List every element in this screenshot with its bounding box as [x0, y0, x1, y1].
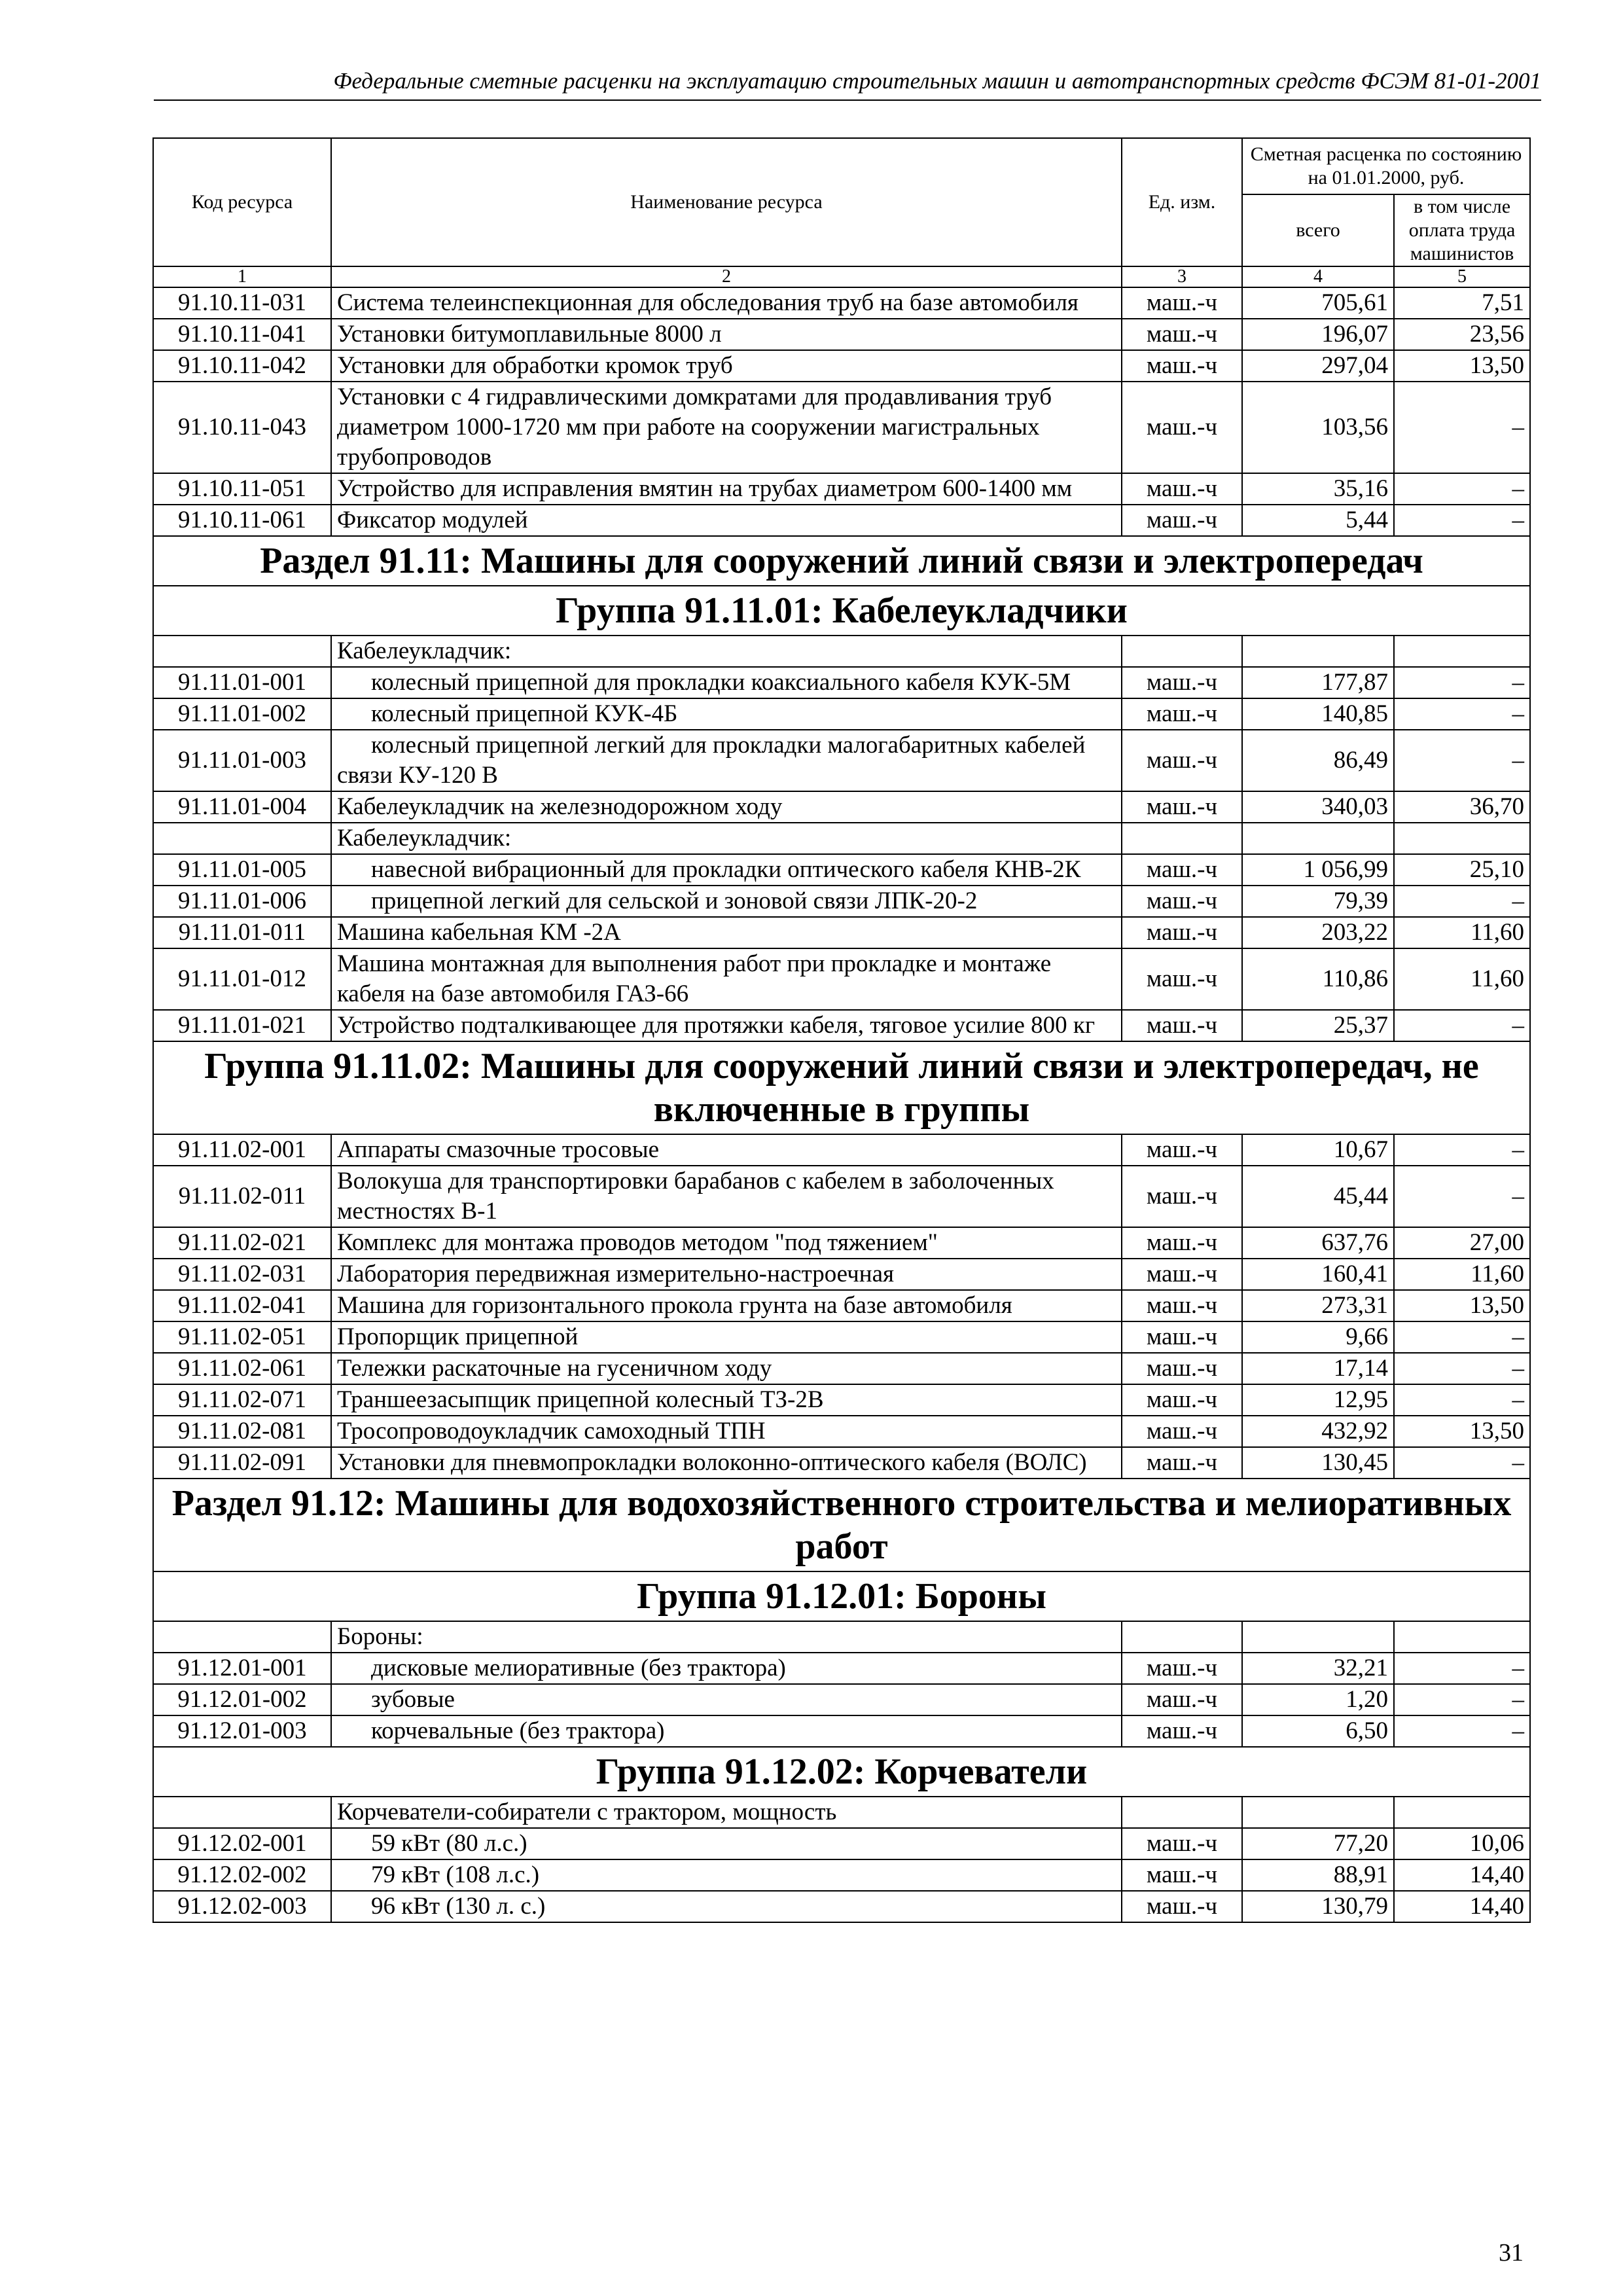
price-labor: 14,40: [1394, 1859, 1530, 1891]
table-row: [153, 1227, 1530, 1259]
price-labor: –: [1394, 1653, 1530, 1684]
resource-name: Кабелеукладчик на железнодорожном ходу: [331, 791, 1122, 823]
resource-code: 91.12.01-003: [153, 1715, 331, 1747]
labor-cell-empty: [1394, 823, 1530, 854]
code-cell-empty: [153, 1621, 331, 1653]
table-row: [153, 1684, 1530, 1715]
group-label-row: [153, 1797, 1530, 1828]
resource-unit: маш.-ч: [1122, 382, 1242, 473]
price-total: 1 056,99: [1242, 854, 1394, 886]
resource-code: 91.10.11-031: [153, 287, 331, 319]
table-row: [153, 1134, 1530, 1166]
group-label: Бороны:: [331, 1621, 1122, 1653]
col-header-unit: Ед. изм.: [1122, 138, 1242, 266]
price-labor: 14,40: [1394, 1891, 1530, 1922]
price-total: 273,31: [1242, 1290, 1394, 1321]
resource-unit: маш.-ч: [1122, 1859, 1242, 1891]
price-labor: –: [1394, 1321, 1530, 1353]
page-number: 31: [1499, 2239, 1524, 2267]
resource-code: 91.11.02-041: [153, 1290, 331, 1321]
table-row: [153, 1353, 1530, 1384]
resource-code: 91.11.01-004: [153, 791, 331, 823]
table-row: [153, 382, 1530, 473]
price-labor: –: [1394, 667, 1530, 698]
resource-name: колесный прицепной КУК-4Б: [331, 698, 1122, 730]
resource-unit: маш.-ч: [1122, 886, 1242, 917]
resource-name: Машина монтажная для выполнения работ при прокладке и монтаже кабеля на базе автомобиля ГАЗ-66: [331, 948, 1122, 1010]
resource-name: Фиксатор модулей: [331, 505, 1122, 536]
price-total: 77,20: [1242, 1828, 1394, 1859]
table-row: [153, 287, 1530, 319]
price-total: 130,79: [1242, 1891, 1394, 1922]
resource-unit: маш.-ч: [1122, 854, 1242, 886]
price-labor: 10,06: [1394, 1828, 1530, 1859]
resource-code: 91.11.02-071: [153, 1384, 331, 1416]
price-total: 103,56: [1242, 382, 1394, 473]
resource-unit: маш.-ч: [1122, 505, 1242, 536]
resource-code: 91.12.01-001: [153, 1653, 331, 1684]
resource-unit: маш.-ч: [1122, 287, 1242, 319]
price-labor: –: [1394, 886, 1530, 917]
price-total: 88,91: [1242, 1859, 1394, 1891]
resource-unit: маш.-ч: [1122, 1259, 1242, 1290]
resource-name: Система телеинспекционная для обследования труб на базе автомобиля: [331, 287, 1122, 319]
resource-unit: маш.-ч: [1122, 1715, 1242, 1747]
resource-unit: маш.-ч: [1122, 698, 1242, 730]
labor-cell-empty: [1394, 636, 1530, 667]
table-row: [153, 1416, 1530, 1447]
price-total: 10,67: [1242, 1134, 1394, 1166]
resource-name: Лаборатория передвижная измерительно-настроечная: [331, 1259, 1122, 1290]
resource-name: 79 кВт (108 л.с.): [331, 1859, 1122, 1891]
section-heading-row: [153, 1479, 1530, 1571]
table-row: [153, 730, 1530, 791]
table-row: [153, 1653, 1530, 1684]
unit-cell-empty: [1122, 1797, 1242, 1828]
price-labor: 13,50: [1394, 350, 1530, 382]
col-number: 3: [1122, 266, 1242, 287]
labor-cell-empty: [1394, 1797, 1530, 1828]
table-row: [153, 473, 1530, 505]
resource-name: Устройство подталкивающее для протяжки кабеля, тяговое усилие 800 кг: [331, 1010, 1122, 1041]
table-row: [153, 1447, 1530, 1479]
resource-code: 91.11.01-012: [153, 948, 331, 1010]
price-total: 140,85: [1242, 698, 1394, 730]
price-labor: –: [1394, 1447, 1530, 1479]
table-row: [153, 1384, 1530, 1416]
price-total: 340,03: [1242, 791, 1394, 823]
price-labor: 36,70: [1394, 791, 1530, 823]
price-labor: –: [1394, 1384, 1530, 1416]
resource-unit: маш.-ч: [1122, 350, 1242, 382]
resource-code: 91.11.01-002: [153, 698, 331, 730]
resource-unit: маш.-ч: [1122, 473, 1242, 505]
price-total: 297,04: [1242, 350, 1394, 382]
col-header-price: Сметная расценка по состоянию на 01.01.2000, руб.: [1242, 138, 1530, 194]
price-total: 705,61: [1242, 287, 1394, 319]
table-row: [153, 1290, 1530, 1321]
price-total: 32,21: [1242, 1653, 1394, 1684]
resource-code: 91.12.02-002: [153, 1859, 331, 1891]
resource-unit: маш.-ч: [1122, 730, 1242, 791]
resource-code: 91.11.02-021: [153, 1227, 331, 1259]
table-row: [153, 1715, 1530, 1747]
resource-unit: маш.-ч: [1122, 948, 1242, 1010]
rates-table: [152, 137, 1531, 1923]
price-labor: –: [1394, 1353, 1530, 1384]
section-heading-row: [153, 1041, 1530, 1134]
price-labor: 27,00: [1394, 1227, 1530, 1259]
price-labor: –: [1394, 505, 1530, 536]
resource-code: 91.11.02-081: [153, 1416, 331, 1447]
resource-name: Аппараты смазочные тросовые: [331, 1134, 1122, 1166]
resource-name: Пропорщик прицепной: [331, 1321, 1122, 1353]
price-total: 203,22: [1242, 917, 1394, 948]
table-row: [153, 886, 1530, 917]
price-total: 25,37: [1242, 1010, 1394, 1041]
resource-name: колесный прицепной для прокладки коаксиального кабеля КУК-5М: [331, 667, 1122, 698]
table-row: [153, 667, 1530, 698]
resource-unit: маш.-ч: [1122, 1384, 1242, 1416]
resource-name: Комплекс для монтажа проводов методом "под тяжением": [331, 1227, 1122, 1259]
price-labor: –: [1394, 1134, 1530, 1166]
group-label-row: [153, 823, 1530, 854]
table-row: [153, 917, 1530, 948]
resource-unit: маш.-ч: [1122, 667, 1242, 698]
price-total: 45,44: [1242, 1166, 1394, 1227]
resource-name: Траншеезасыпщик прицепной колесный ТЗ-2В: [331, 1384, 1122, 1416]
table-row: [153, 1010, 1530, 1041]
resource-unit: маш.-ч: [1122, 791, 1242, 823]
resource-code: 91.10.11-043: [153, 382, 331, 473]
resource-code: 91.11.01-001: [153, 667, 331, 698]
resource-code: 91.11.01-021: [153, 1010, 331, 1041]
price-total: 12,95: [1242, 1384, 1394, 1416]
resource-unit: маш.-ч: [1122, 1321, 1242, 1353]
col-header-total: всего: [1242, 194, 1394, 266]
resource-name: Устройство для исправления вмятин на трубах диаметром 600-1400 мм: [331, 473, 1122, 505]
table-row: [153, 1321, 1530, 1353]
resource-name: колесный прицепной легкий для прокладки малогабаритных кабелей связи КУ-120 В: [331, 730, 1122, 791]
resource-name: корчевальные (без трактора): [331, 1715, 1122, 1747]
col-header-labor: в том числе оплата труда машинистов: [1394, 194, 1530, 266]
price-labor: –: [1394, 1684, 1530, 1715]
table-row: [153, 319, 1530, 350]
code-cell-empty: [153, 1797, 331, 1828]
resource-name: Машина кабельная КМ -2А: [331, 917, 1122, 948]
col-number: 2: [331, 266, 1122, 287]
resource-unit: маш.-ч: [1122, 319, 1242, 350]
table-row: [153, 791, 1530, 823]
group-label-row: [153, 1621, 1530, 1653]
resource-unit: маш.-ч: [1122, 1447, 1242, 1479]
col-header-code: Код ресурса: [153, 138, 331, 266]
price-labor: 11,60: [1394, 917, 1530, 948]
resource-unit: маш.-ч: [1122, 1290, 1242, 1321]
section-heading: Группа 91.11.02: Машины для сооружений линий связи и электропередач, не включенные в группы: [153, 1041, 1530, 1134]
resource-code: 91.10.11-041: [153, 319, 331, 350]
resource-unit: маш.-ч: [1122, 1134, 1242, 1166]
resource-name: навесной вибрационный для прокладки оптического кабеля КНВ-2К: [331, 854, 1122, 886]
page-header: Федеральные сметные расценки на эксплуатацию строительных машин и автотранспортных средств ФСЭМ 81-01-2001: [154, 68, 1541, 101]
section-heading-row: [153, 1571, 1530, 1621]
price-total: 79,39: [1242, 886, 1394, 917]
resource-code: 91.11.02-051: [153, 1321, 331, 1353]
unit-cell-empty: [1122, 636, 1242, 667]
table-row: [153, 505, 1530, 536]
resource-code: 91.10.11-042: [153, 350, 331, 382]
resource-name: Установки битумоплавильные 8000 л: [331, 319, 1122, 350]
price-total: 35,16: [1242, 473, 1394, 505]
section-heading: Группа 91.12.01: Бороны: [153, 1571, 1530, 1621]
price-labor: 11,60: [1394, 948, 1530, 1010]
resource-code: 91.11.02-091: [153, 1447, 331, 1479]
table-row: [153, 1166, 1530, 1227]
price-labor: –: [1394, 698, 1530, 730]
unit-cell-empty: [1122, 823, 1242, 854]
price-total: 432,92: [1242, 1416, 1394, 1447]
resource-unit: маш.-ч: [1122, 1891, 1242, 1922]
price-total: 6,50: [1242, 1715, 1394, 1747]
unit-cell-empty: [1122, 1621, 1242, 1653]
resource-unit: маш.-ч: [1122, 1010, 1242, 1041]
col-header-name: Наименование ресурса: [331, 138, 1122, 266]
resource-name: зубовые: [331, 1684, 1122, 1715]
group-label-row: [153, 636, 1530, 667]
resource-code: 91.12.01-002: [153, 1684, 331, 1715]
price-labor: –: [1394, 730, 1530, 791]
resource-code: 91.12.02-001: [153, 1828, 331, 1859]
resource-code: 91.11.01-011: [153, 917, 331, 948]
resource-code: 91.11.02-061: [153, 1353, 331, 1384]
table-row: [153, 1259, 1530, 1290]
group-label: Корчеватели-собиратели с трактором, мощность: [331, 1797, 1122, 1828]
table-row: [153, 1891, 1530, 1922]
section-heading-row: [153, 536, 1530, 586]
price-labor: 25,10: [1394, 854, 1530, 886]
price-labor: 7,51: [1394, 287, 1530, 319]
group-label: Кабелеукладчик:: [331, 823, 1122, 854]
resource-unit: маш.-ч: [1122, 1353, 1242, 1384]
price-labor: –: [1394, 1715, 1530, 1747]
price-total: 9,66: [1242, 1321, 1394, 1353]
section-heading: Раздел 91.12: Машины для водохозяйственного строительства и мелиоративных работ: [153, 1479, 1530, 1571]
price-labor: 11,60: [1394, 1259, 1530, 1290]
resource-name: 96 кВт (130 л. с.): [331, 1891, 1122, 1922]
section-heading: Группа 91.12.02: Корчеватели: [153, 1747, 1530, 1797]
labor-cell-empty: [1394, 1621, 1530, 1653]
resource-code: 91.11.01-003: [153, 730, 331, 791]
resource-unit: маш.-ч: [1122, 1416, 1242, 1447]
resource-code: 91.11.02-001: [153, 1134, 331, 1166]
price-labor: 23,56: [1394, 319, 1530, 350]
col-number: 4: [1242, 266, 1394, 287]
resource-name: Машина для горизонтального прокола грунта на базе автомобиля: [331, 1290, 1122, 1321]
resource-code: 91.10.11-061: [153, 505, 331, 536]
resource-name: 59 кВт (80 л.с.): [331, 1828, 1122, 1859]
resource-code: 91.11.01-005: [153, 854, 331, 886]
resource-name: дисковые мелиоративные (без трактора): [331, 1653, 1122, 1684]
resource-code: 91.12.02-003: [153, 1891, 331, 1922]
resource-name: Установки для пневмопрокладки волоконно-оптического кабеля (ВОЛС): [331, 1447, 1122, 1479]
price-labor: –: [1394, 1166, 1530, 1227]
price-total: 177,87: [1242, 667, 1394, 698]
group-label: Кабелеукладчик:: [331, 636, 1122, 667]
resource-name: Тросопроводоукладчик самоходный ТПН: [331, 1416, 1122, 1447]
table-row: [153, 350, 1530, 382]
price-labor: –: [1394, 382, 1530, 473]
price-total: 130,45: [1242, 1447, 1394, 1479]
col-number: 1: [153, 266, 331, 287]
price-total: 196,07: [1242, 319, 1394, 350]
section-heading-row: [153, 1747, 1530, 1797]
total-cell-empty: [1242, 1797, 1394, 1828]
table-row: [153, 1859, 1530, 1891]
resource-unit: маш.-ч: [1122, 917, 1242, 948]
resource-unit: маш.-ч: [1122, 1227, 1242, 1259]
code-cell-empty: [153, 823, 331, 854]
total-cell-empty: [1242, 823, 1394, 854]
total-cell-empty: [1242, 636, 1394, 667]
table-row: [153, 854, 1530, 886]
resource-unit: маш.-ч: [1122, 1684, 1242, 1715]
resource-code: 91.11.02-031: [153, 1259, 331, 1290]
table-body: [153, 287, 1530, 1922]
price-total: 110,86: [1242, 948, 1394, 1010]
price-total: 637,76: [1242, 1227, 1394, 1259]
price-total: 160,41: [1242, 1259, 1394, 1290]
section-heading-row: [153, 586, 1530, 636]
resource-name: прицепной легкий для сельской и зоновой связи ЛПК-20-2: [331, 886, 1122, 917]
table-row: [153, 1828, 1530, 1859]
resource-unit: маш.-ч: [1122, 1653, 1242, 1684]
price-labor: 13,50: [1394, 1290, 1530, 1321]
col-number: 5: [1394, 266, 1530, 287]
resource-name: Установки с 4 гидравлическими домкратами для продавливания труб диаметром 1000-1720 мм при работе на сооружении магистральных трубопроводов: [331, 382, 1122, 473]
resource-code: 91.11.02-011: [153, 1166, 331, 1227]
resource-code: 91.11.01-006: [153, 886, 331, 917]
price-labor: 13,50: [1394, 1416, 1530, 1447]
resource-unit: маш.-ч: [1122, 1828, 1242, 1859]
price-labor: –: [1394, 473, 1530, 505]
table-row: [153, 948, 1530, 1010]
resource-name: Волокуша для транспортировки барабанов с кабелем в заболоченных местностях В-1: [331, 1166, 1122, 1227]
price-total: 1,20: [1242, 1684, 1394, 1715]
price-total: 17,14: [1242, 1353, 1394, 1384]
resource-name: Установки для обработки кромок труб: [331, 350, 1122, 382]
section-heading: Группа 91.11.01: Кабелеукладчики: [153, 586, 1530, 636]
price-total: 86,49: [1242, 730, 1394, 791]
resource-name: Тележки раскаточные на гусеничном ходу: [331, 1353, 1122, 1384]
price-labor: –: [1394, 1010, 1530, 1041]
total-cell-empty: [1242, 1621, 1394, 1653]
code-cell-empty: [153, 636, 331, 667]
resource-unit: маш.-ч: [1122, 1166, 1242, 1227]
table-row: [153, 698, 1530, 730]
resource-code: 91.10.11-051: [153, 473, 331, 505]
price-total: 5,44: [1242, 505, 1394, 536]
section-heading: Раздел 91.11: Машины для сооружений линий связи и электропередач: [153, 536, 1530, 586]
